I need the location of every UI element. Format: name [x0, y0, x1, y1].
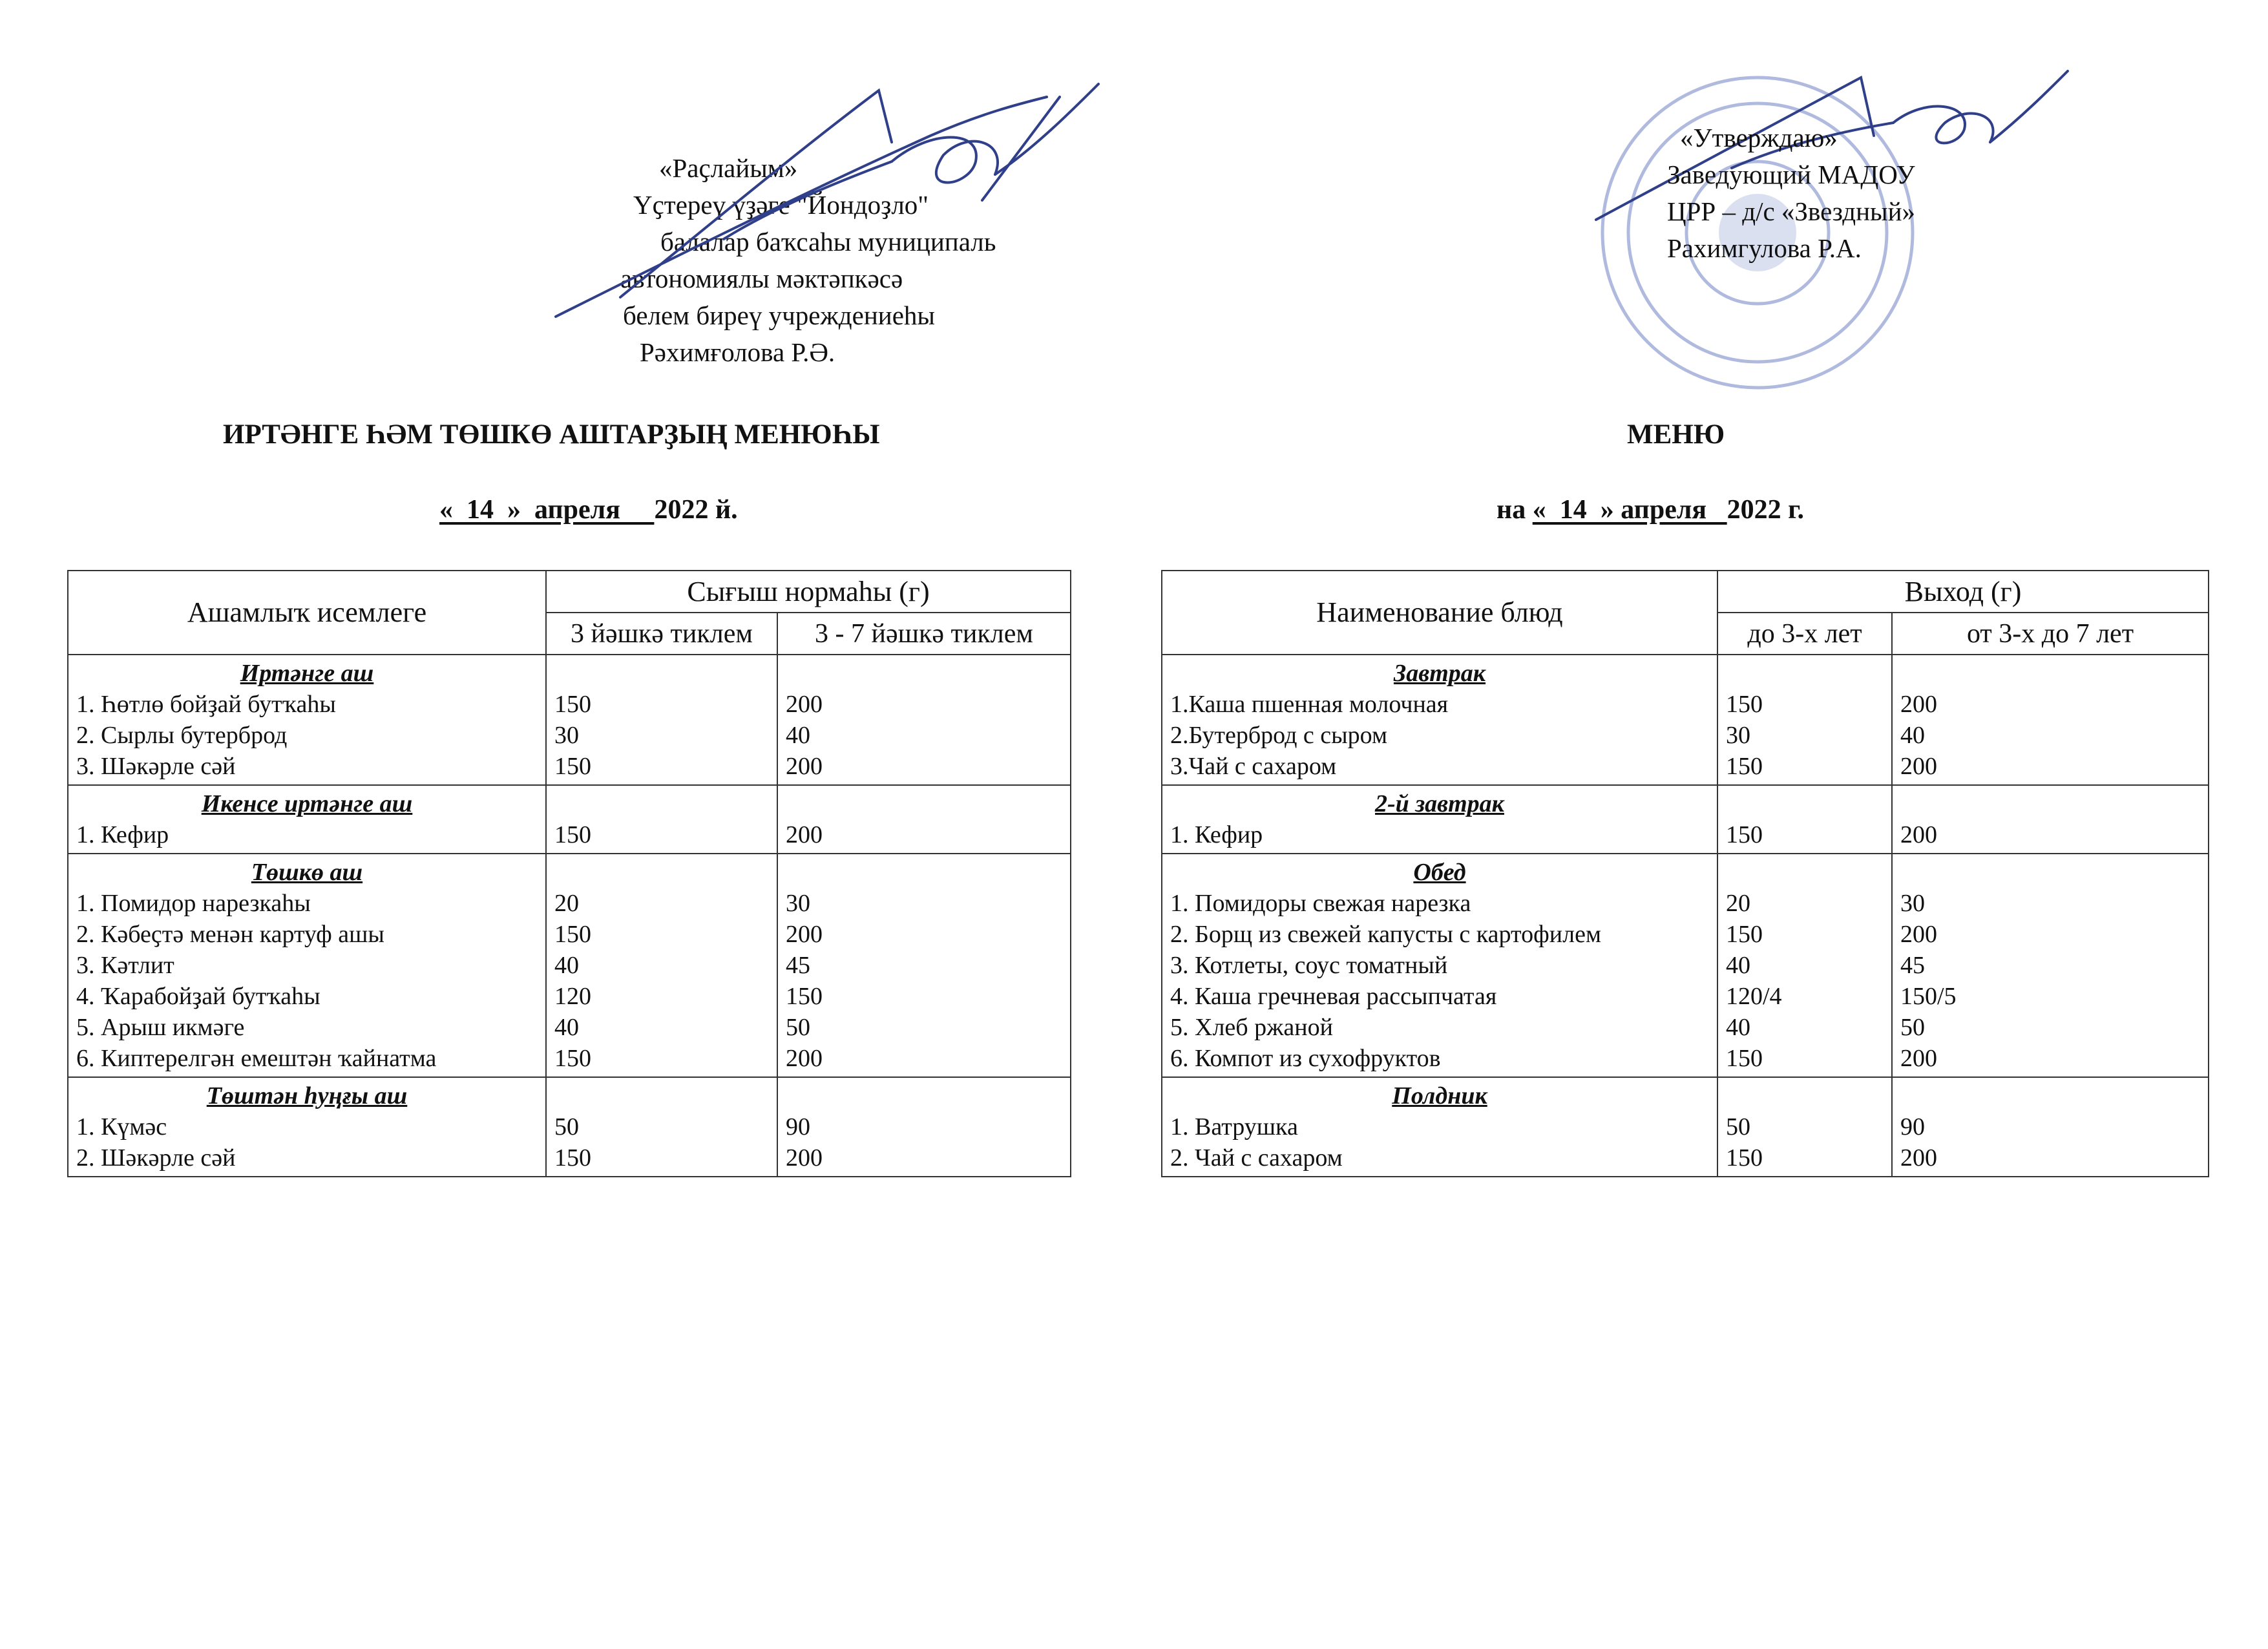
menu-section-row	[68, 785, 1071, 854]
portion-value: 40	[1726, 952, 1750, 979]
portion-value: 150	[554, 1144, 591, 1171]
portion-value: 30	[786, 890, 810, 917]
menu-title-right: МЕНЮ	[1627, 419, 1725, 450]
approval-line: Заведующий МАДОУ	[1667, 160, 1915, 189]
spacer	[786, 857, 1062, 888]
portion-value: 200	[786, 691, 823, 718]
portion-value: 200	[1900, 753, 1937, 780]
portion-value: 150/5	[1900, 983, 1957, 1010]
portion-value: 50	[786, 1014, 810, 1041]
approval-line: «Раҫлайым»	[659, 153, 798, 183]
portion-value: 40	[554, 952, 579, 979]
spacer	[554, 788, 769, 819]
portion-b-cell	[777, 854, 1071, 1077]
dish-name: 2. Сырлы бутерброд	[76, 722, 288, 749]
date-year: 2022 й.	[654, 495, 738, 525]
portion-value: 150	[1726, 753, 1763, 780]
dish-name: 2.Бутерброд с сыром	[1170, 722, 1388, 749]
meal-section-title: Завтрак	[1393, 660, 1486, 687]
meal-section-title: Төштән һуңғы аш	[206, 1082, 408, 1109]
portion-value: 200	[786, 1045, 823, 1072]
portion-value: 200	[1900, 821, 1937, 848]
date-prefix: на	[1496, 495, 1533, 525]
portion-b-cell	[1892, 1077, 2209, 1177]
portion-value: 30	[1900, 890, 1925, 917]
portion-value: 150	[1726, 921, 1763, 948]
portion-value: 120	[554, 983, 591, 1010]
approval-line: Рәхимғолова Р.Ә.	[640, 337, 835, 367]
portion-b-cell	[1892, 655, 2209, 785]
spacer	[554, 1080, 769, 1111]
portion-a-cell	[546, 854, 777, 1077]
spacer	[786, 788, 1062, 819]
col-header-name: Ашамлыҡ исемлеге	[68, 571, 546, 655]
dish-names-cell	[1162, 854, 1717, 1077]
menu-section-row	[1162, 785, 2209, 854]
dish-name: 2. Борщ из свежей капусты с картофилем	[1170, 921, 1601, 948]
portion-a-cell	[1717, 1077, 1892, 1177]
col-header-group: Сығыш нормаһы (г)	[546, 571, 1071, 613]
portion-b-cell	[777, 1077, 1071, 1177]
dish-name: 1. Күмәс	[76, 1113, 167, 1140]
col-header-age-a: до 3-х лет	[1717, 613, 1892, 655]
spacer	[1726, 788, 1884, 819]
dish-name: 1. Һөтлө бойҙай бутҡаһы	[76, 691, 336, 718]
portion-a-cell	[546, 785, 777, 854]
portion-value: 50	[1726, 1113, 1750, 1140]
portion-value: 20	[554, 890, 579, 917]
portion-value: 200	[786, 921, 823, 948]
portion-value: 45	[1900, 952, 1925, 979]
portion-value: 200	[786, 1144, 823, 1171]
menu-section-row	[1162, 655, 2209, 785]
date-day: « 14 » апреля	[439, 495, 655, 525]
col-header-age-a: 3 йәшкә тиклем	[546, 613, 777, 655]
approval-line: Үҫтереү үҙәге "Йондоҙло"	[633, 190, 929, 220]
dish-name: 6. Компот из сухофруктов	[1170, 1045, 1441, 1072]
portion-b-cell	[1892, 785, 2209, 854]
dish-name: 5. Хлеб ржаной	[1170, 1014, 1333, 1041]
menu-section-row	[68, 854, 1071, 1077]
col-header-name: Наименование блюд	[1162, 571, 1717, 655]
dish-names-cell	[68, 785, 546, 854]
spacer	[1726, 1080, 1884, 1111]
portion-a-cell	[1717, 655, 1892, 785]
portion-value: 90	[786, 1113, 810, 1140]
menu-date-left	[439, 494, 738, 525]
portion-value: 150	[1726, 691, 1763, 718]
spacer	[554, 857, 769, 888]
approval-line: балалар баҡсаһы муниципаль	[660, 227, 996, 257]
portion-a-cell	[1717, 785, 1892, 854]
spacer	[1900, 788, 2200, 819]
menu-section-row	[1162, 1077, 2209, 1177]
portion-value: 50	[554, 1113, 579, 1140]
spacer	[1900, 658, 2200, 689]
portion-value: 90	[1900, 1113, 1925, 1140]
date-year: 2022 г.	[1727, 495, 1804, 525]
menu-table-right	[1161, 570, 2209, 1177]
dish-name: 2. Кәбеҫтә менән картуф ашы	[76, 921, 384, 948]
approval-line: ЦРР – д/с «Звездный»	[1667, 196, 1916, 226]
approval-line: Рахимгулова Р.А.	[1667, 233, 1862, 263]
col-header-group: Выход (г)	[1717, 571, 2209, 613]
portion-value: 40	[786, 722, 810, 749]
dish-name: 5. Арыш икмәге	[76, 1014, 245, 1041]
portion-a-cell	[546, 1077, 777, 1177]
signature-left	[530, 52, 1111, 336]
dish-name: 1. Кефир	[76, 821, 169, 848]
portion-b-cell	[777, 785, 1071, 854]
portion-a-cell	[1717, 854, 1892, 1077]
approval-line: автономиялы мәктәпкәсә	[620, 264, 903, 293]
dish-name: 1. Ватрушка	[1170, 1113, 1298, 1140]
portion-value: 50	[1900, 1014, 1925, 1041]
portion-value: 150	[1726, 1144, 1763, 1171]
approval-line: «Утверждаю»	[1680, 123, 1838, 152]
dish-name: 1.Каша пшенная молочная	[1170, 691, 1449, 718]
portion-value: 150	[1726, 1045, 1763, 1072]
dish-names-cell	[68, 655, 546, 785]
dish-names-cell	[68, 1077, 546, 1177]
menu-body-left	[68, 655, 1071, 1177]
portion-value: 40	[1726, 1014, 1750, 1041]
dish-name: 4. Ҡарабойҙай бутҡаһы	[76, 983, 320, 1010]
dish-name: 2. Шәкәрле сәй	[76, 1144, 236, 1171]
portion-a-cell	[546, 655, 777, 785]
portion-value: 150	[786, 983, 823, 1010]
meal-section-title: Икенсе иртәнге аш	[201, 790, 413, 817]
dish-name: 2. Чай с сахаром	[1170, 1144, 1343, 1171]
dish-name: 1. Помидоры свежая нарезка	[1170, 890, 1471, 917]
menu-section-row	[68, 655, 1071, 785]
portion-b-cell	[777, 655, 1071, 785]
menu-body-right	[1162, 655, 2209, 1177]
portion-value: 45	[786, 952, 810, 979]
portion-value: 200	[1900, 1144, 1937, 1171]
portion-value: 120/4	[1726, 983, 1782, 1010]
spacer	[786, 1080, 1062, 1111]
spacer	[1900, 1080, 2200, 1111]
menu-section-row	[1162, 854, 2209, 1077]
portion-value: 40	[1900, 722, 1925, 749]
dish-names-cell	[1162, 1077, 1717, 1177]
meal-section-title: Иртәнге аш	[240, 660, 374, 687]
portion-value: 200	[786, 753, 823, 780]
meal-section-title: Төшкө аш	[251, 859, 363, 886]
dish-name: 3.Чай с сахаром	[1170, 753, 1337, 780]
portion-value: 150	[554, 753, 591, 780]
meal-section-title: Полдник	[1392, 1082, 1487, 1109]
dish-name: 3. Котлеты, соус томатный	[1170, 952, 1448, 979]
portion-value: 150	[554, 1045, 591, 1072]
dish-name: 1. Помидор нарезкаһы	[76, 890, 311, 917]
portion-value: 200	[1900, 1045, 1937, 1072]
dish-names-cell	[68, 854, 546, 1077]
portion-value: 150	[554, 821, 591, 848]
dish-names-cell	[1162, 655, 1717, 785]
meal-section-title: 2-й завтрак	[1375, 790, 1504, 817]
spacer	[1900, 857, 2200, 888]
spacer	[1726, 658, 1884, 689]
dish-name: 3. Шәкәрле сәй	[76, 753, 236, 780]
portion-value: 200	[786, 821, 823, 848]
portion-value: 200	[1900, 691, 1937, 718]
spacer	[786, 658, 1062, 689]
menu-section-row	[68, 1077, 1071, 1177]
portion-value: 40	[554, 1014, 579, 1041]
dish-name: 3. Кәтлит	[76, 952, 174, 979]
menu-title-left: ИРТӘНГЕ ҺӘМ ТӨШКӨ АШТАРҘЫҢ МЕНЮҺЫ	[223, 419, 880, 450]
portion-value: 200	[1900, 921, 1937, 948]
approval-block-right	[1667, 120, 1915, 267]
dish-names-cell	[1162, 785, 1717, 854]
portion-value: 150	[554, 921, 591, 948]
menu-table-left	[67, 570, 1071, 1177]
portion-value: 20	[1726, 890, 1750, 917]
spacer	[1726, 857, 1884, 888]
portion-value: 30	[1726, 722, 1750, 749]
meal-section-title: Обед	[1413, 859, 1466, 886]
dish-name: 6. Киптерелгән емештән ҡайнатма	[76, 1045, 437, 1072]
col-header-age-b: 3 - 7 йәшкә тиклем	[777, 613, 1071, 655]
portion-value: 150	[554, 691, 591, 718]
col-header-age-b: от 3-х до 7 лет	[1892, 613, 2209, 655]
spacer	[554, 658, 769, 689]
dish-name: 1. Кефир	[1170, 821, 1263, 848]
portion-value: 30	[554, 722, 579, 749]
menu-date-right	[1496, 494, 1804, 525]
date-day: « 14 » апреля	[1532, 495, 1727, 525]
portion-b-cell	[1892, 854, 2209, 1077]
approval-line: белем биреү учреждениеһы	[623, 300, 935, 330]
dish-name: 4. Каша гречневая рассыпчатая	[1170, 983, 1497, 1010]
portion-value: 150	[1726, 821, 1763, 848]
